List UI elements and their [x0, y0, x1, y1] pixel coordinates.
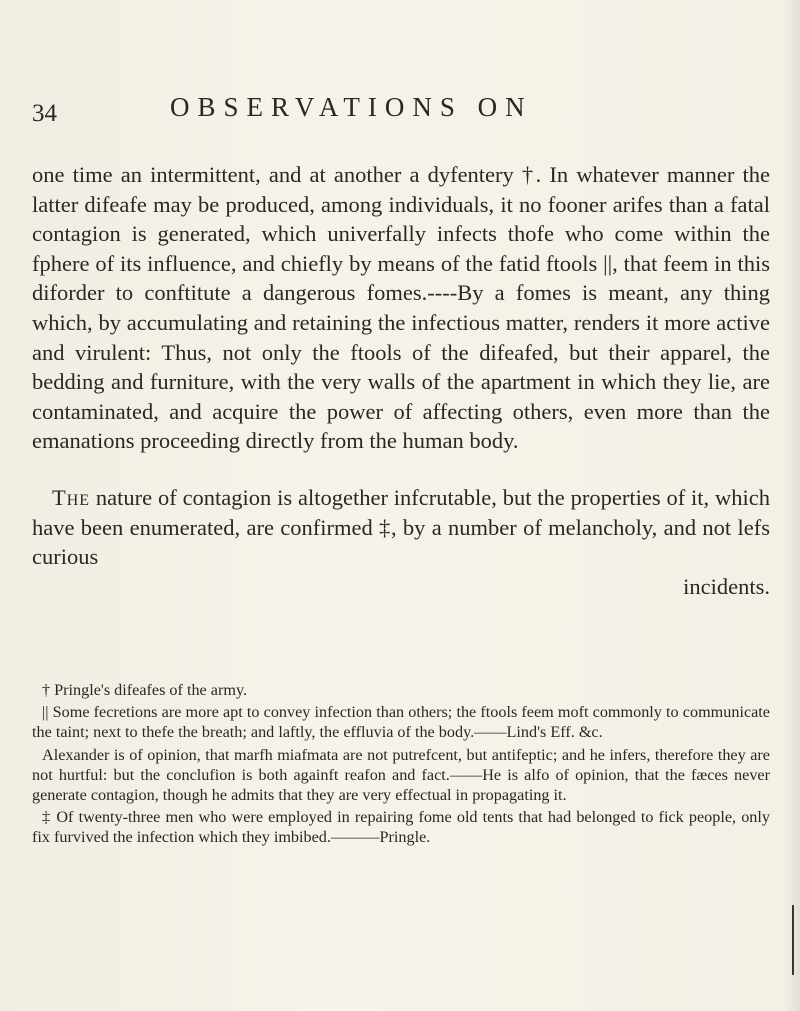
- page-header: [32, 92, 760, 132]
- page-edge-mark: [792, 905, 794, 975]
- page-number: 34: [32, 100, 57, 127]
- paragraph-2-end: incidents.: [683, 573, 770, 599]
- running-head: OBSERVATIONS ON: [170, 92, 533, 122]
- footnote-2: || Some fecretions are more apt to convey infection than others; the ftools feem moft commonly to communicate the taint; next to thefe the breath; and laftly, the effluvia of the body.——Lind's Eff. &c.: [32, 703, 770, 742]
- footnote-3: Alexander is of opinion, that marfh miafmata are not putrefcent, but antifeptic; and he infers, therefore they are not hurtful: but the conclufion is both againft reafon and fact.——He is alfo of opinion, that the fæces never generate contagion, though he admits that they are very effectual in propagating it.: [32, 745, 770, 805]
- footnote-4: ‡ Of twenty-three men who were employed in repairing fome old tents that had belonged to fick people, only fix furvived the infection which they imbibed.———Pringle.: [32, 808, 770, 847]
- paragraph-2-lead: The: [52, 484, 91, 510]
- page-edge-shadow: [782, 0, 800, 1011]
- footnotes: [32, 680, 770, 848]
- paragraph-2: [32, 483, 770, 601]
- footnote-1: † Pringle's difeafes of the army.: [42, 681, 248, 699]
- main-text: [32, 160, 770, 601]
- paragraph-1: one time an intermittent, and at another a dyfentery †. In whatever manner the latter difeafe may be produced, among individuals, it no fooner arifes than a fatal contagion is generated, which univerfally infects thofe who come within the fphere of its influence, and chiefly by means of the fatid ftools ||, that feem in this diforder to conftitute a dangerous fomes.----By a fomes is meant, any thing which, by accumulating and retaining the infectious matter, renders it more active and virulent: Thus, not only the ftools of the difeafed, but their apparel, the bedding and furniture, with the very walls of the apartment in which they lie, are contaminated, and acquire the power of affecting others, even more than the emanations proceeding directly from the human body.: [32, 162, 770, 454]
- paragraph-2-text: nature of contagion is altogether infcrutable, but the properties of it, which have been enumerated, are confirmed ‡, by a number of melancholy, and not lefs curious: [32, 484, 770, 570]
